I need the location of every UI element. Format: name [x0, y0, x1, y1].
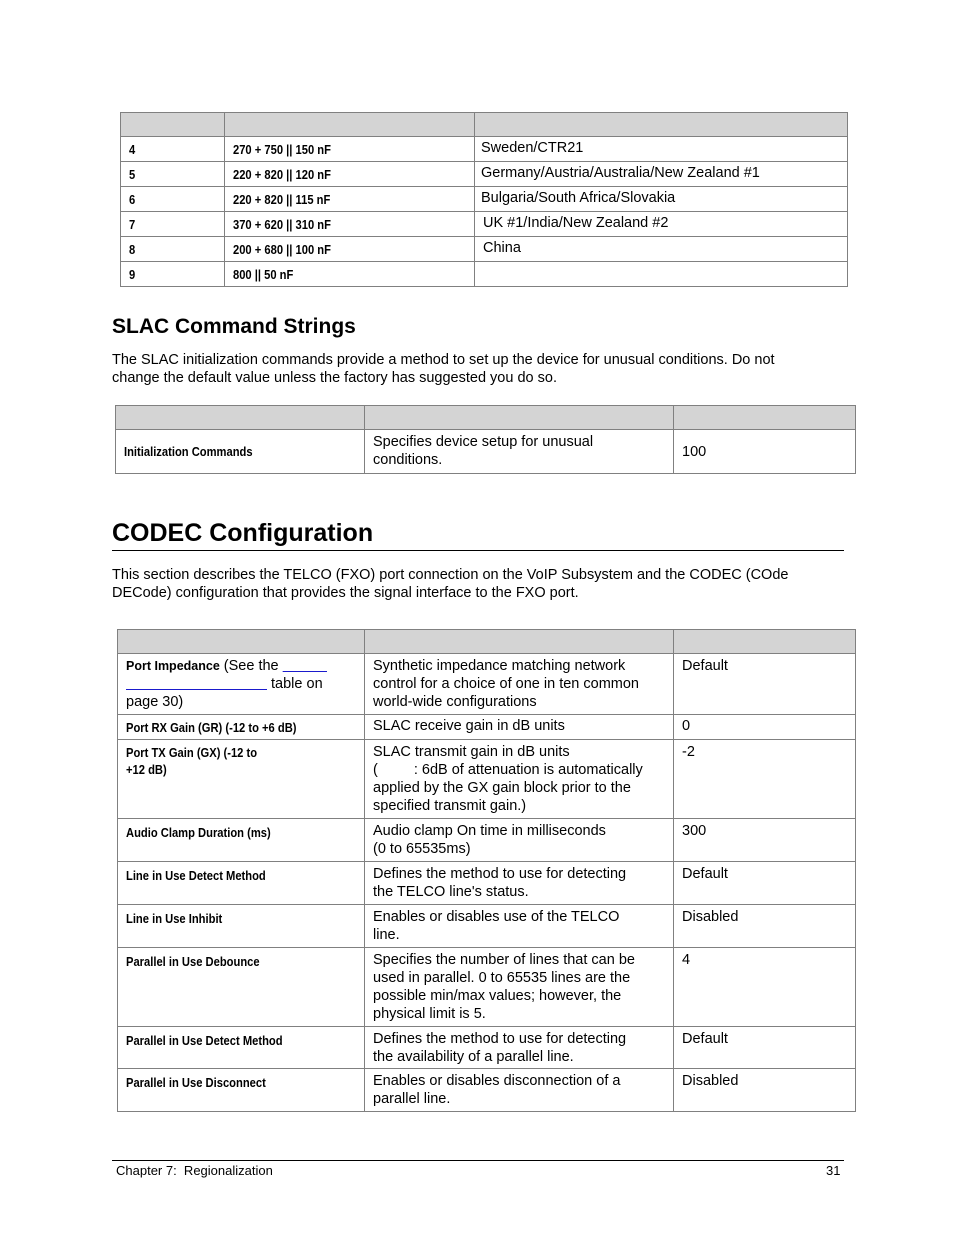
table-row — [116, 430, 856, 474]
table-row — [118, 862, 856, 905]
table-row — [118, 715, 856, 740]
rx-gain-default: 0 — [674, 715, 856, 740]
impedance-value: 200 + 680 || 100 nF — [233, 242, 331, 257]
line-inhibit-label: Line in Use Inhibit — [126, 911, 223, 926]
impedance-country — [475, 262, 848, 287]
parallel-detect-desc-line-1: Defines the method to use for detecting — [373, 1031, 627, 1047]
table-row — [118, 1069, 856, 1112]
table-row — [118, 819, 856, 862]
table-row — [118, 740, 856, 819]
tx-gain-desc-line-2: : 6dB of attenuation is automatically — [413, 762, 643, 778]
impedance-value: 220 + 820 || 120 nF — [233, 167, 331, 182]
slac-init-label: Initialization Commands — [124, 443, 253, 459]
slac-init-desc-line-2: conditions. — [373, 452, 443, 468]
parallel-debounce-default: 4 — [674, 948, 856, 1027]
table-row — [121, 212, 848, 237]
tx-gain-label-line-2: +12 dB) — [126, 762, 167, 777]
table-row — [121, 262, 848, 287]
impedance-number: 5 — [129, 167, 136, 182]
parallel-disconnect-default: Disabled — [674, 1069, 856, 1112]
impedance-value: 220 + 820 || 115 nF — [233, 192, 331, 207]
codec-heading: CODEC Configuration — [112, 519, 374, 547]
parallel-detect-default: Default — [674, 1027, 856, 1069]
codec-intro-line-2: DECode) configuration that provides the signal interface to the FXO port. — [112, 585, 579, 601]
impedance-number: 6 — [129, 192, 136, 207]
impedance-country: Bulgaria/South Africa/Slovakia — [475, 187, 848, 212]
port-impedance-desc-line-1: Synthetic impedance matching network — [373, 658, 626, 674]
port-impedance-label: Port Impedance — [126, 659, 220, 673]
port-impedance-default: Default — [674, 654, 856, 715]
footer-rule — [112, 1160, 844, 1161]
line-inhibit-desc-line-2: line. — [373, 927, 400, 943]
slac-init-default: 100 — [674, 430, 856, 474]
footer-page-number: 31 — [826, 1163, 841, 1178]
line-detect-desc-line-2: the TELCO line's status. — [373, 884, 529, 900]
slac-intro-line-1: The SLAC initialization commands provide a method to set up the device for unusual conditions. Do not — [112, 352, 775, 368]
rx-gain-desc: SLAC receive gain in dB units — [365, 715, 674, 740]
line-detect-label: Line in Use Detect Method — [126, 868, 266, 883]
table-row — [118, 948, 856, 1027]
tx-gain-default: -2 — [674, 740, 856, 819]
parallel-debounce-desc-line-2: used in parallel. 0 to 65535 lines are the — [373, 970, 631, 986]
slac-heading: SLAC Command Strings — [112, 315, 356, 338]
rx-gain-label: Port RX Gain (GR) (-12 to +6 dB) — [126, 720, 297, 735]
impedance-country: Germany/Austria/Australia/New Zealand #1 — [475, 162, 848, 187]
impedance-table — [120, 112, 848, 287]
line-inhibit-desc-line-1: Enables or disables use of the TELCO — [373, 909, 620, 925]
impedance-table-header — [121, 113, 848, 137]
slac-table — [115, 405, 856, 474]
codec-table-header — [118, 630, 856, 654]
tx-gain-desc-line-3: applied by the GX gain block prior to the — [373, 780, 631, 796]
impedance-number: 9 — [129, 267, 136, 282]
impedance-value: 270 + 750 || 150 nF — [233, 142, 331, 157]
slac-intro-line-2: change the default value unless the factory has suggested you do so. — [112, 370, 557, 386]
audio-clamp-label: Audio Clamp Duration (ms) — [126, 825, 271, 840]
table-row — [118, 905, 856, 948]
parallel-disconnect-desc-line-1: Enables or disables disconnection of a — [373, 1073, 621, 1089]
codec-intro-line-1: This section describes the TELCO (FXO) port connection on the VoIP Subsystem and the CODEC (COde — [112, 567, 789, 583]
port-impedance-desc-line-3: world-wide configurations — [373, 694, 537, 710]
tx-gain-desc-line-4: specified transmit gain.) — [373, 798, 527, 814]
impedance-value: 370 + 620 || 310 nF — [233, 217, 331, 232]
audio-clamp-default: 300 — [674, 819, 856, 862]
line-detect-desc-line-1: Defines the method to use for detecting — [373, 866, 627, 882]
parallel-disconnect-label: Parallel in Use Disconnect — [126, 1075, 266, 1090]
impedance-country: China — [475, 237, 848, 262]
slac-init-desc-line-1: Specifies device setup for unusual — [373, 434, 594, 450]
impedance-table-link-part2[interactable] — [126, 676, 267, 692]
table-row — [121, 137, 848, 162]
port-impedance-desc-line-2: control for a choice of one in ten common — [373, 676, 639, 692]
parallel-debounce-desc-line-4: physical limit is 5. — [373, 1006, 486, 1022]
line-inhibit-default: Disabled — [674, 905, 856, 948]
table-row — [118, 654, 856, 715]
impedance-number: 8 — [129, 242, 136, 257]
table-row — [118, 1027, 856, 1069]
codec-heading-rule — [112, 550, 844, 551]
codec-table — [117, 629, 856, 1112]
impedance-country: UK #1/India/New Zealand #2 — [475, 212, 848, 237]
impedance-value: 800 || 50 nF — [233, 267, 294, 282]
impedance-country: Sweden/CTR21 — [475, 137, 848, 162]
impedance-number: 7 — [129, 217, 136, 232]
port-impedance-table-on: table on — [267, 676, 323, 692]
parallel-detect-desc-line-2: the availability of a parallel line. — [373, 1049, 574, 1065]
tx-gain-desc-line-1: SLAC transmit gain in dB units — [373, 744, 570, 760]
audio-clamp-desc-line-2: (0 to 65535ms) — [373, 841, 471, 857]
table-row — [121, 187, 848, 212]
footer-chapter: Chapter 7: Regionalization — [116, 1163, 273, 1178]
parallel-debounce-desc-line-1: Specifies the number of lines that can be — [373, 952, 635, 968]
slac-table-header — [116, 406, 856, 430]
table-row — [121, 162, 848, 187]
audio-clamp-desc-line-1: Audio clamp On time in milliseconds — [373, 823, 606, 839]
impedance-number: 4 — [129, 142, 136, 157]
line-detect-default: Default — [674, 862, 856, 905]
parallel-disconnect-desc-line-2: parallel line. — [373, 1091, 451, 1107]
parallel-debounce-desc-line-3: possible min/max values; however, the — [373, 988, 622, 1004]
parallel-detect-label: Parallel in Use Detect Method — [126, 1033, 283, 1048]
port-impedance-page: page 30) — [126, 694, 184, 710]
parallel-debounce-label: Parallel in Use Debounce — [126, 954, 260, 969]
table-row — [121, 237, 848, 262]
tx-gain-desc-paren: ( — [373, 762, 378, 778]
tx-gain-label-line-1: Port TX Gain (GX) (-12 to — [126, 745, 258, 760]
port-impedance-see: (See the — [219, 658, 279, 674]
impedance-table-link-part1[interactable] — [283, 658, 327, 674]
